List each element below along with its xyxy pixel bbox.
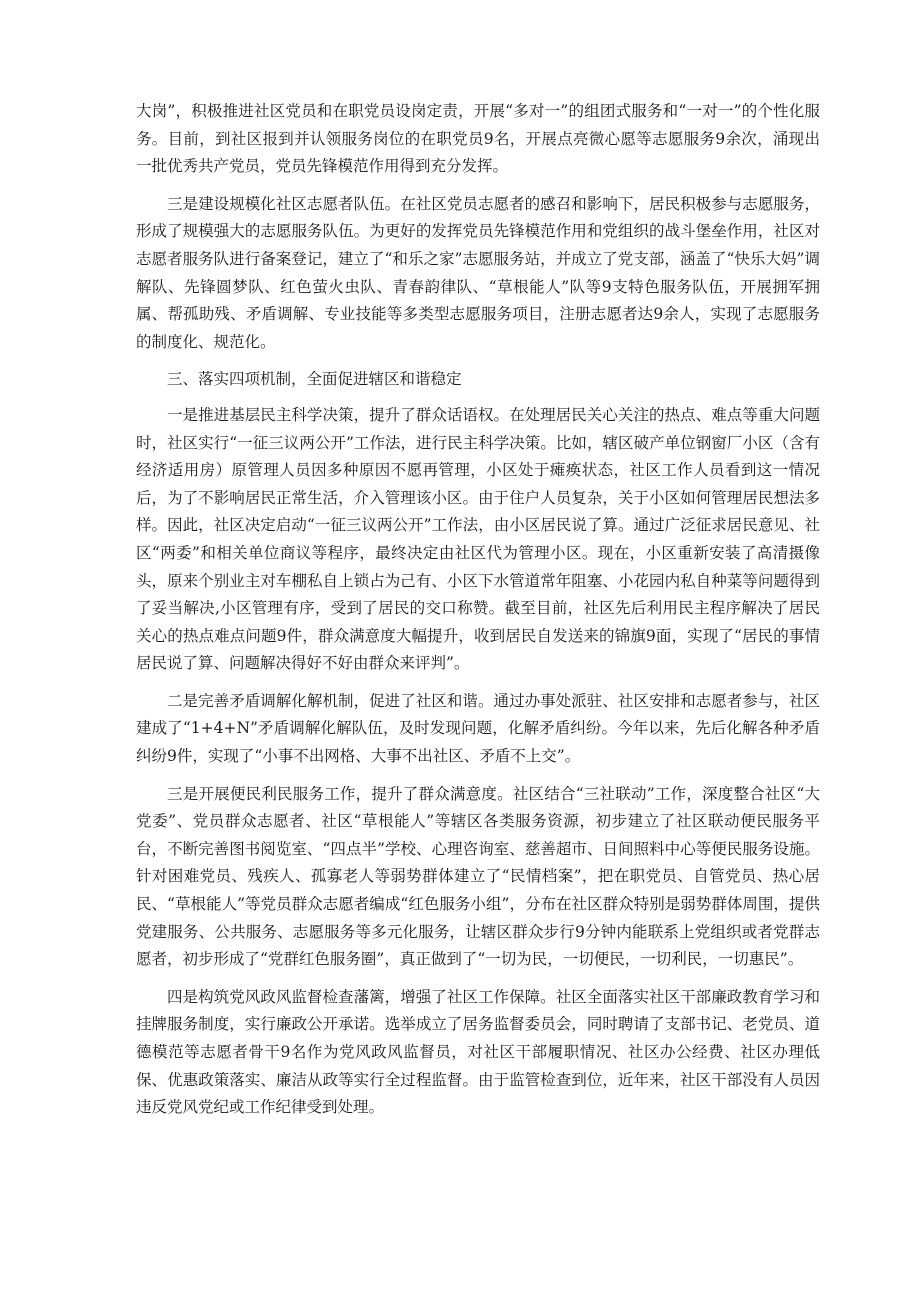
- paragraph-convenience-service: 三是开展便民利民服务工作，提升了群众满意度。社区结合“三社联动”工作，深度整合社区“大党委”、党员群众志愿者、社区“草根能人”等辖区各类服务资源，初步建立了社区联动便民服务平台，不断完善图书阅览室、“四点半”学校、心理咨询室、慈善超市、日间照料中心等便民服务设施。针对困难党员、残疾人、孤寡老人等弱势群体建立了“民情档案”，把在职党员、自管党员、热心居民、“草根能人”等党员群众志愿者编成“红色服务小组”，分布在社区群众特别是弱势群体周围，提供党建服务、公共服务、志愿服务等多元化服务，让辖区群众步行9分钟内能联系上党组织或者党群志愿者，初步形成了“党群红色服务圈”，真正做到了“一切为民，一切便民，一切利民，一切惠民”。: [136, 784, 820, 969]
- section-heading: 三、落实四项机制，全面促进辖区和谐稳定: [167, 370, 462, 389]
- paragraph-conflict-mediation: 二是完善矛盾调解化解机制，促进了社区和谐。通过办事处派驻、社区安排和志愿者参与，社区建成了“1+4+N”矛盾调解化解队伍，及时发现问题，化解矛盾纠纷。今年以来，先后化解各种矛盾纠纷9件，实现了“小事不出网格、大事不出社区、矛盾不上交”。: [136, 691, 820, 766]
- paragraph-continuation: 大岗”，积极推进社区党员和在职党员设岗定责，开展“多对一”的组团式服务和“一对一”的个性化服务。目前，到社区报到并认领服务岗位的在职党员9名，开展点亮微心愿等志愿服务9余次，涌现出一批优秀共产党员，党员先锋模范作用得到充分发挥。: [136, 102, 820, 176]
- paragraph-democratic-decision: 一是推进基层民主科学决策，提升了群众话语权。在处理居民关心关注的热点、难点等重大问题时，社区实行“一征三议两公开”工作法，进行民主科学决策。比如，辖区破产单位钢窗厂小区（含有经济适用房）原管理人员因多种原因不愿再管理，小区处于瘫痪状态，社区工作人员看到这一情况后，为了不影响居民正常生活，介入管理该小区。由于住户人员复杂，关于小区如何管理居民想法多样。因此，社区决定启动“一征三议两公开”工作法，由小区居民说了算。通过广泛征求居民意见、社区“两委”和相关单位商议等程序，最终决定由社区代为管理小区。现在，小区重新安装了高清摄像头，原来个别业主对车棚私自上锁占为己有、小区下水管道常年阻塞、小花园内私自种菜等问题得到了妥当解决,小区管理有序，受到了居民的交口称赞。截至目前，社区先后利用民主程序解决了居民关心的热点难点问题9件，群众满意度大幅提升，收到居民自发送来的锦旗9面，实现了“居民的事情居民说了算、问题解决得好不好由群众来评判”。: [136, 405, 820, 673]
- paragraph-volunteer-team: 三是建设规模化社区志愿者队伍。在社区党员志愿者的感召和影响下，居民积极参与志愿服务，形成了规模强大的志愿服务队伍。为更好的发挥党员先锋模范作用和党组织的战斗堡垒作用，社区对志愿者服务队进行备案登记，建立了“和乐之家”志愿服务站，并成立了党支部，涵盖了“快乐大妈”调解队、先锋圆梦队、红色萤火虫队、青春韵律队、“草根能人”队等9支特色服务队伍，开展拥军拥属、帮孤助残、矛盾调解、专业技能等多类型志愿服务项目，注册志愿者达9余人，实现了志愿服务的制度化、规范化。: [136, 194, 820, 351]
- paragraph-supervision: 四是构筑党风政风监督检查藩篱，增强了社区工作保障。社区全面落实社区干部廉政教育学习和挂牌服务制度，实行廉政公开承诺。选举成立了居务监督委员会，同时聘请了支部书记、老党员、道德模范等志愿者骨干9名作为党风政风监督员，对社区干部履职情况、社区办公经费、社区办理低保、优惠政策落实、廉洁从政等实行全过程监督。由于监管检查到位，近年来，社区干部没有人员因违反党风党纪或工作纪律受到处理。: [136, 987, 820, 1117]
